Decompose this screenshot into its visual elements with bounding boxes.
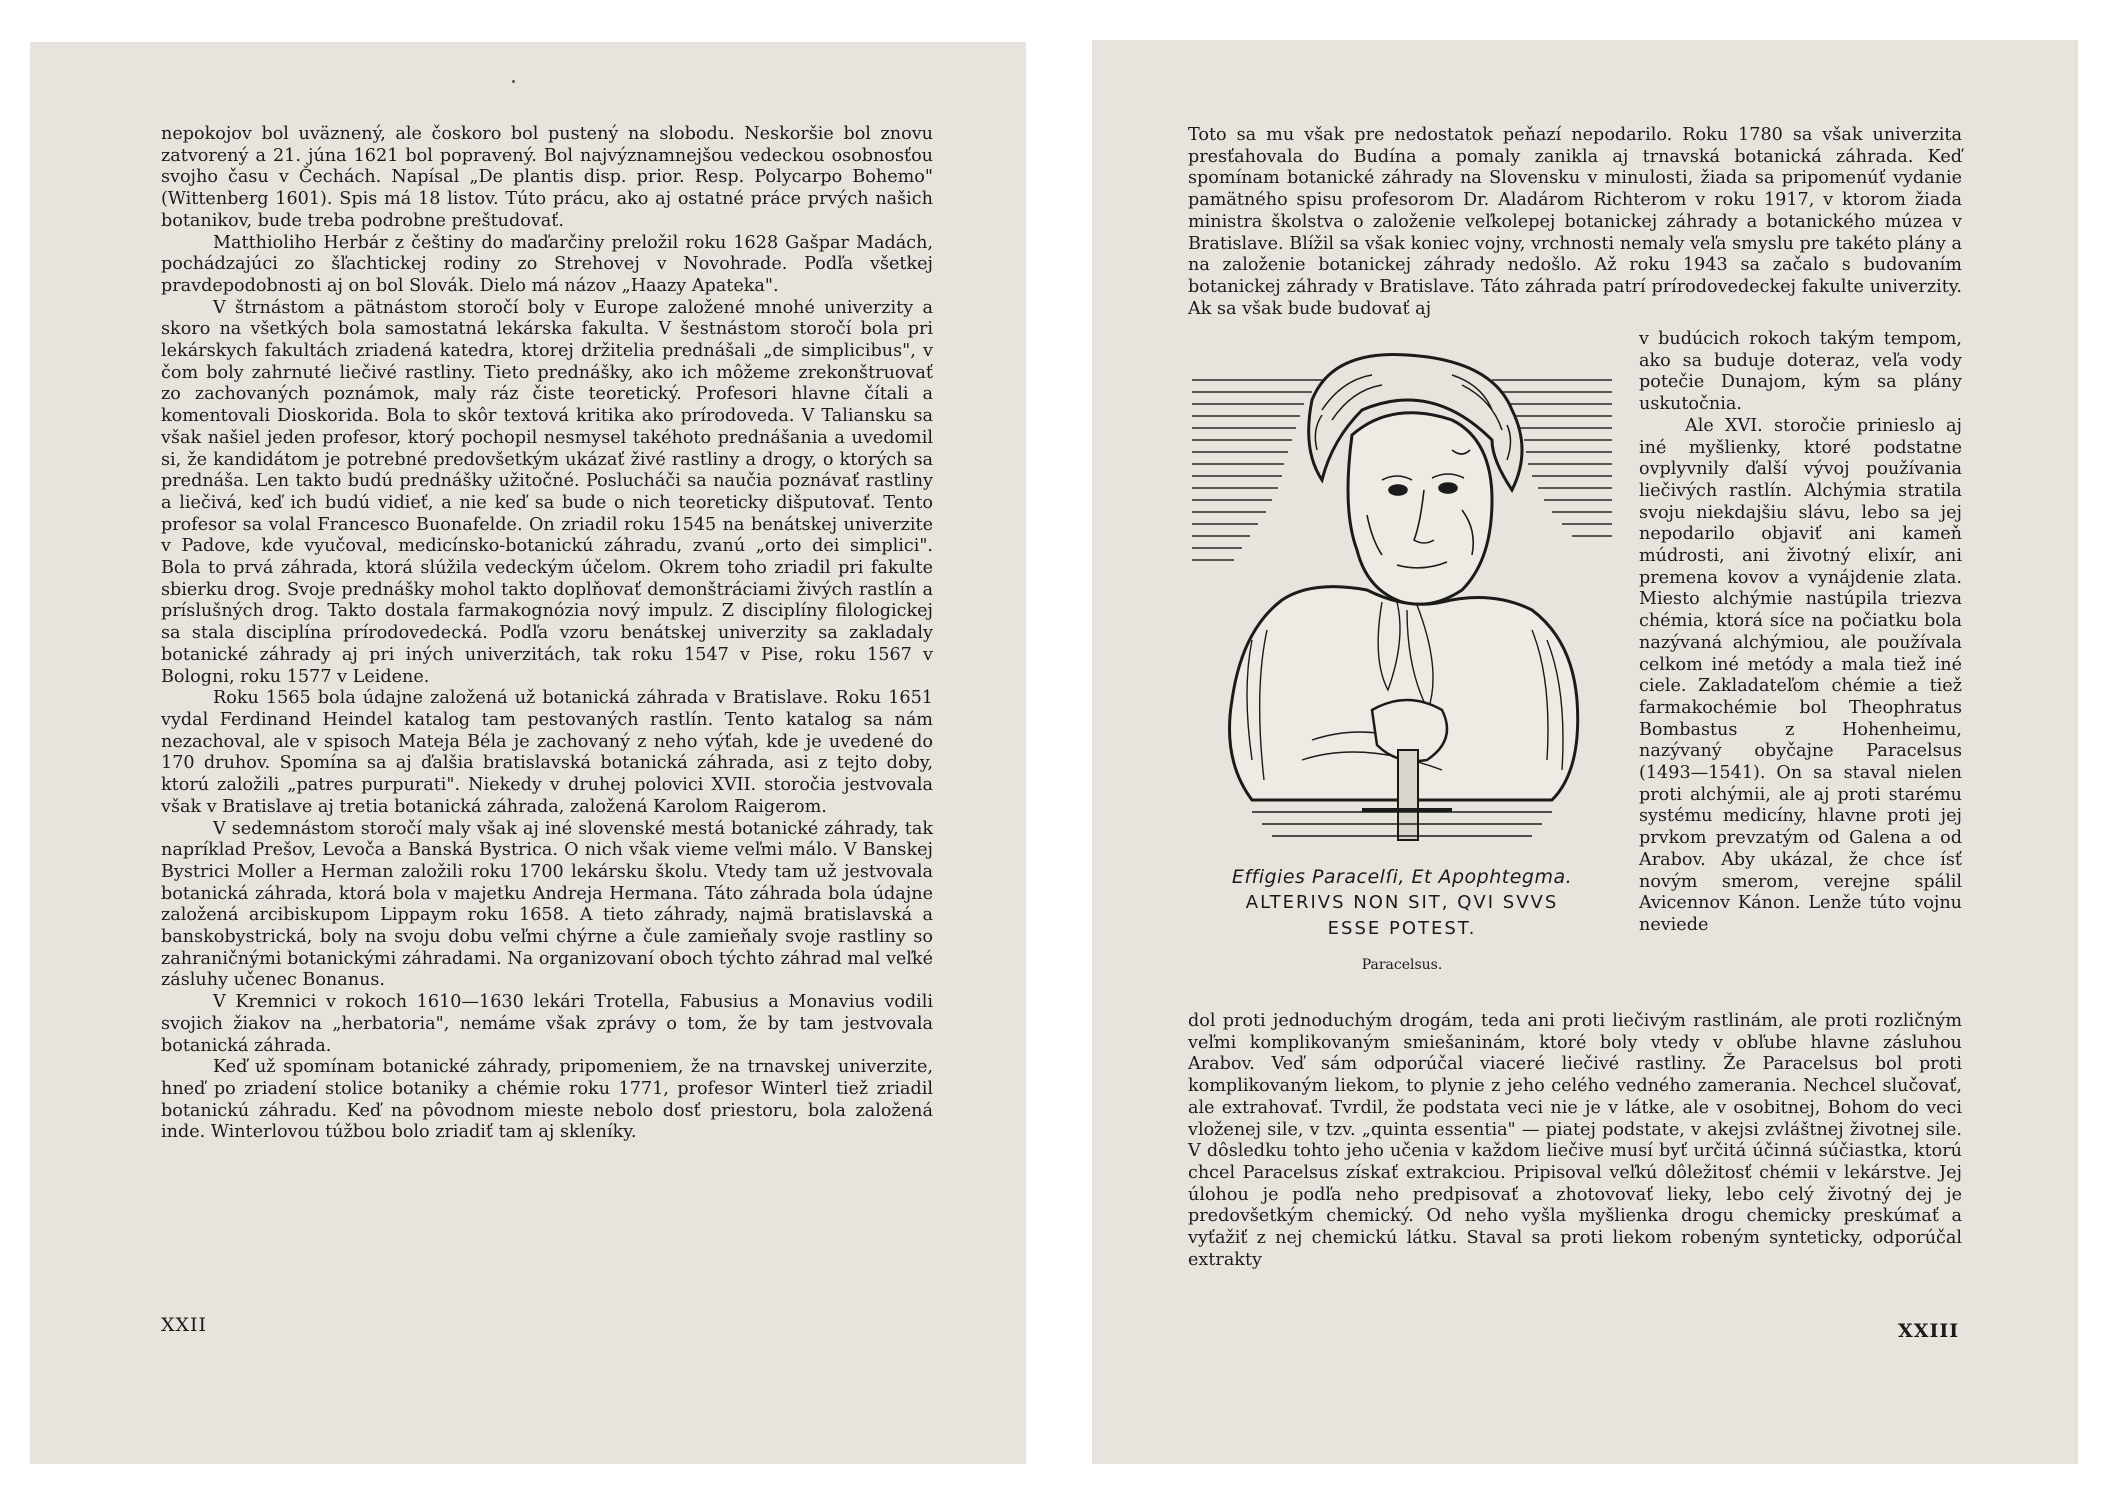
paragraph: Roku 1565 bola údajne založená už botanická záhrada v Bratislave. Roku 1651 vydal Ferdinand Heindel katalog tam pestovaných rastlín. Tento katalog sa nám nezachoval, ale v spisoch Mateja Béla je zachovaný z neho výťah, kde je uvedené do 170 druhov. Spomína sa aj ďalšia bratislavská botanická záhrada, asi z tejto doby, ktorú založili „patres purpurati". Niekedy v druhej polovici XVII. storočia jestvovala však v Bratislave aj tretia botanická záhrada, založená Karolom Raigerom. — [161, 688, 933, 817]
paracelsus-portrait-figure — [1192, 340, 1612, 980]
paragraph: v budúcich rokoch takým tempom, ako sa buduje doteraz, veľa vody potečie Dunajom, kým sa plány uskutočnia. — [1639, 329, 1962, 415]
paracelsus-woodcut-portrait — [1192, 340, 1612, 860]
page-number: XXII — [161, 1314, 208, 1336]
figure-caption-line: ESSE POTEST. — [1327, 918, 1477, 939]
paragraph: V sedemnástom storočí maly však aj iné slovenské mestá botanické záhrady, tak napríklad Prešov, Levoča a Banská Bystrica. O nich však vieme veľmi málo. V Banskej Bystrici Moller a Herman založili roku 1700 lekársku školu. Vtedy tam už jestvovala botanická záhrada, ktorá bola v majetku Andreja Hermana. Táto záhrada bola údajne založená arcibiskupom Lippaym roku 1658. A tieto záhrady, najmä bratislavská a banskobystrická, boly na svoju dobu veľmi chýrne a čule zamieňaly svoje rastliny so zahraničnými botanickými záhradami. Na organizovaní oboch týchto záhrad mal veľké zásluhy učenec Bonanus. — [161, 818, 933, 991]
right-page — [1092, 40, 2078, 1464]
figure-caption-line: Effigies Paracelſi, Et Apophtegma. — [1231, 866, 1573, 888]
left-page — [30, 42, 1026, 1464]
paragraph: Toto sa mu však pre nedostatok peňazí nepodarilo. Roku 1780 sa však univerzita presťahovala do Budína a pomaly zanikla aj trnavská botanická záhrada. Keď spomínam botanické záhrady na Slovensku v minulosti, žiada sa pripomenúť vydanie pamätného spisu profesorom Dr. Aladárom Richterom v roku 1917, v ktorom žiada ministra školstva o založenie veľkolepej botanickej záhrady a botanického múzea v Bratislave. Blížil sa však koniec vojny, vrchnosti nemaly veľa smyslu pre takéto plány a na založenie botanickej záhrady nedošlo. Až roku 1943 sa začalo s budovaním botanickej záhrady v Bratislave. Táto záhrada patrí prírodovedeckej fakulte univerzity. Ak sa však bude budovať aj — [1188, 125, 1962, 319]
page-number: XXIII — [1898, 1320, 1960, 1342]
figure-caption-line: ALTERIVS NON SIT, QVI SVVS — [1245, 892, 1559, 913]
paragraph: Ale XVI. storočie prinieslo aj iné myšlienky, ktoré podstatne ovplyvnily ďalší vývoj používania liečivých rastlín. Alchýmia stratila svoju niekdajšiu slávu, lebo sa jej nepodarilo objaviť ani kameň múdrosti, ani životný elixír, ani premena kovov a vynájdenie zlata. Miesto alchýmie nastúpila triezva chémia, ktorá síce na počiatku bola nazývaná alchýmiou, ale používala celkom iné metódy a mala tiež iné ciele. Zakladateľom chémie a tiež farmakochémie bol Theophratus Bombastus z Hohenheimu, nazývaný obyčajne Paracelsus (1493—1541). On sa staval nielen proti alchýmii, ale aj proti starému systému medicíny, hlavne proti jej prvkom prevzatým od Galena a od Arabov. Aby ukázal, že chce ísť novým smerom, verejne spálil Avicennov Kánon. Lenže túto vojnu neviede — [1639, 415, 1962, 935]
paragraph: nepokojov bol uväznený, ale čoskoro bol pustený na slobodu. Neskoršie bol znovu zatvorený a 21. júna 1621 bol popravený. Bol najvýznamnejšou vedeckou osobnosťou svojho času v Čechách. Napísal „De plantis disp. prior. Resp. Polycarpo Bohemo" (Wittenberg 1601). Spis má 18 listov. Túto prácu, ako aj ostatné práce prvých našich botanikov, bude treba podrobne preštudovať. — [161, 124, 933, 231]
right-side-text — [1639, 329, 1962, 937]
paragraph: dol proti jednoduchým drogám, teda ani proti liečivým rastlinám, ale proti rozličným veľmi komplikovaným smiešaninám, ktoré boly vtedy v obľube hlavne zásluhou Arabov. Veď sám odporúčal viaceré liečivé rastliny. Že Paracelsus bol proti komplikovaným liekom, to plynie z jeho celého vedného zamerania. Nechcel slučovať, ale extrahovať. Tvrdil, že podstata veci nie je v látke, ale v osobitnej, Bohom do veci vloženej sile, v tzv. „quinta essentia" — piatej podstate, v akejsi zvláštnej životnej sile. V dôsledku tohto jeho učenia v každom liečive musí byť určitá účinná súčiastka, ktorú chcel Paracelsus získať extrakciou. Pripisoval veľkú dôležitosť chémii v lekárstve. Jej úlohou je podľa neho predpisovať a zhotovovať lieky, lebo celý životný dej je predovšetkým chemický. Od neho vyšla myšlienka drogu chemicky preskúmať a vyťažiť z nej chemickú látku. Staval sa proti liekom robeným synteticky, odporúčal extrakty — [1188, 1011, 1962, 1270]
paragraph: Keď už spomínam botanické záhrady, pripomeniem, že na trnavskej univerzite, hneď po zriadení stolice botaniky a chémie roku 1771, profesor Winterl tiež zriadil botanickú záhradu. Keď na pôvodnom mieste nebolo dosť priestoru, bola založená inde. Winterlovou túžbou bolo zriadiť tam aj skleníky. — [161, 1057, 933, 1143]
paragraph: Matthioliho Herbár z češtiny do maďarčiny preložil roku 1628 Gašpar Madách, pochádzajúci zo šľachtickej rodiny zo Strehovej v Novohrade. Podľa všetkej pravdepodobnosti aj on bol Slovák. Dielo má názov „Haazy Apateka". — [161, 232, 933, 296]
right-top-text — [1188, 125, 1962, 320]
paragraph: V Kremnici v rokoch 1610—1630 lekári Trotella, Fabusius a Monavius vodili svojich žiakov na „herbatoria", nemáme však zprávy o tom, že by tam jestvovala botanická záhrada. — [161, 992, 933, 1056]
figure-name-label: Paracelsus. — [1361, 957, 1443, 973]
paragraph: V štrnástom a pätnástom storočí boly v Europe založené mnohé univerzity a skoro na všetkých bola samostatná lekárska fakulta. V šestnástom storočí bola pri lekárskych fakultách zriadená katedra, ktorej držitelia prednášali „de simplicibus", v čom boly zahrnuté liečivé rastliny. Tieto prednášky, ako ich môžeme zrekonštruovať zo zachovaných poznámok, maly ráz čiste teoretický. Profesori hlavne čítali a komentovali Dioskorida. Bola to skôr textová kritika ako prírodoveda. V Taliansku sa však našiel jeden profesor, ktorý pochopil nesmysel takéhoto prednášania a uvedomil si, že kandidátom je potrebné predovšetkým ukázať živé rastliny a drogy, o ktorých sa prednáša. Len takto budú prednášky užitočné. Poslucháči sa naučia poznávať rastliny a liečivá, keď ich budú vidieť, a nie keď sa bude o nich teoreticky dišputovať. Tento profesor sa volal Francesco Buonafelde. On zriadil roku 1545 na benátskej univerzite v Padove, kde vyučoval, medicínsko-botanickú záhradu, zvanú „orto dei simplici". Bola to prvá záhrada, ktorá slúžila vedeckým účelom. Okrem toho zriadil pri fakulte sbierku drog. Svoje prednášky mohol takto doplňovať demonštráciami živých rastlín a príslušných drog. Takto dostala farmakognózia nový impulz. Z disciplíny filologickej sa stala disciplína prírodovedecká. Podľa vzoru benátskej univerzity sa zakladaly botanické záhrady aj pri iných univerzitách, tak roku 1547 v Pise, roku 1567 v Bologni, roku 1577 v Leidene. — [161, 297, 933, 687]
left-text-column — [161, 124, 933, 1144]
speck — [512, 80, 515, 83]
right-bottom-text — [1188, 1011, 1962, 1271]
